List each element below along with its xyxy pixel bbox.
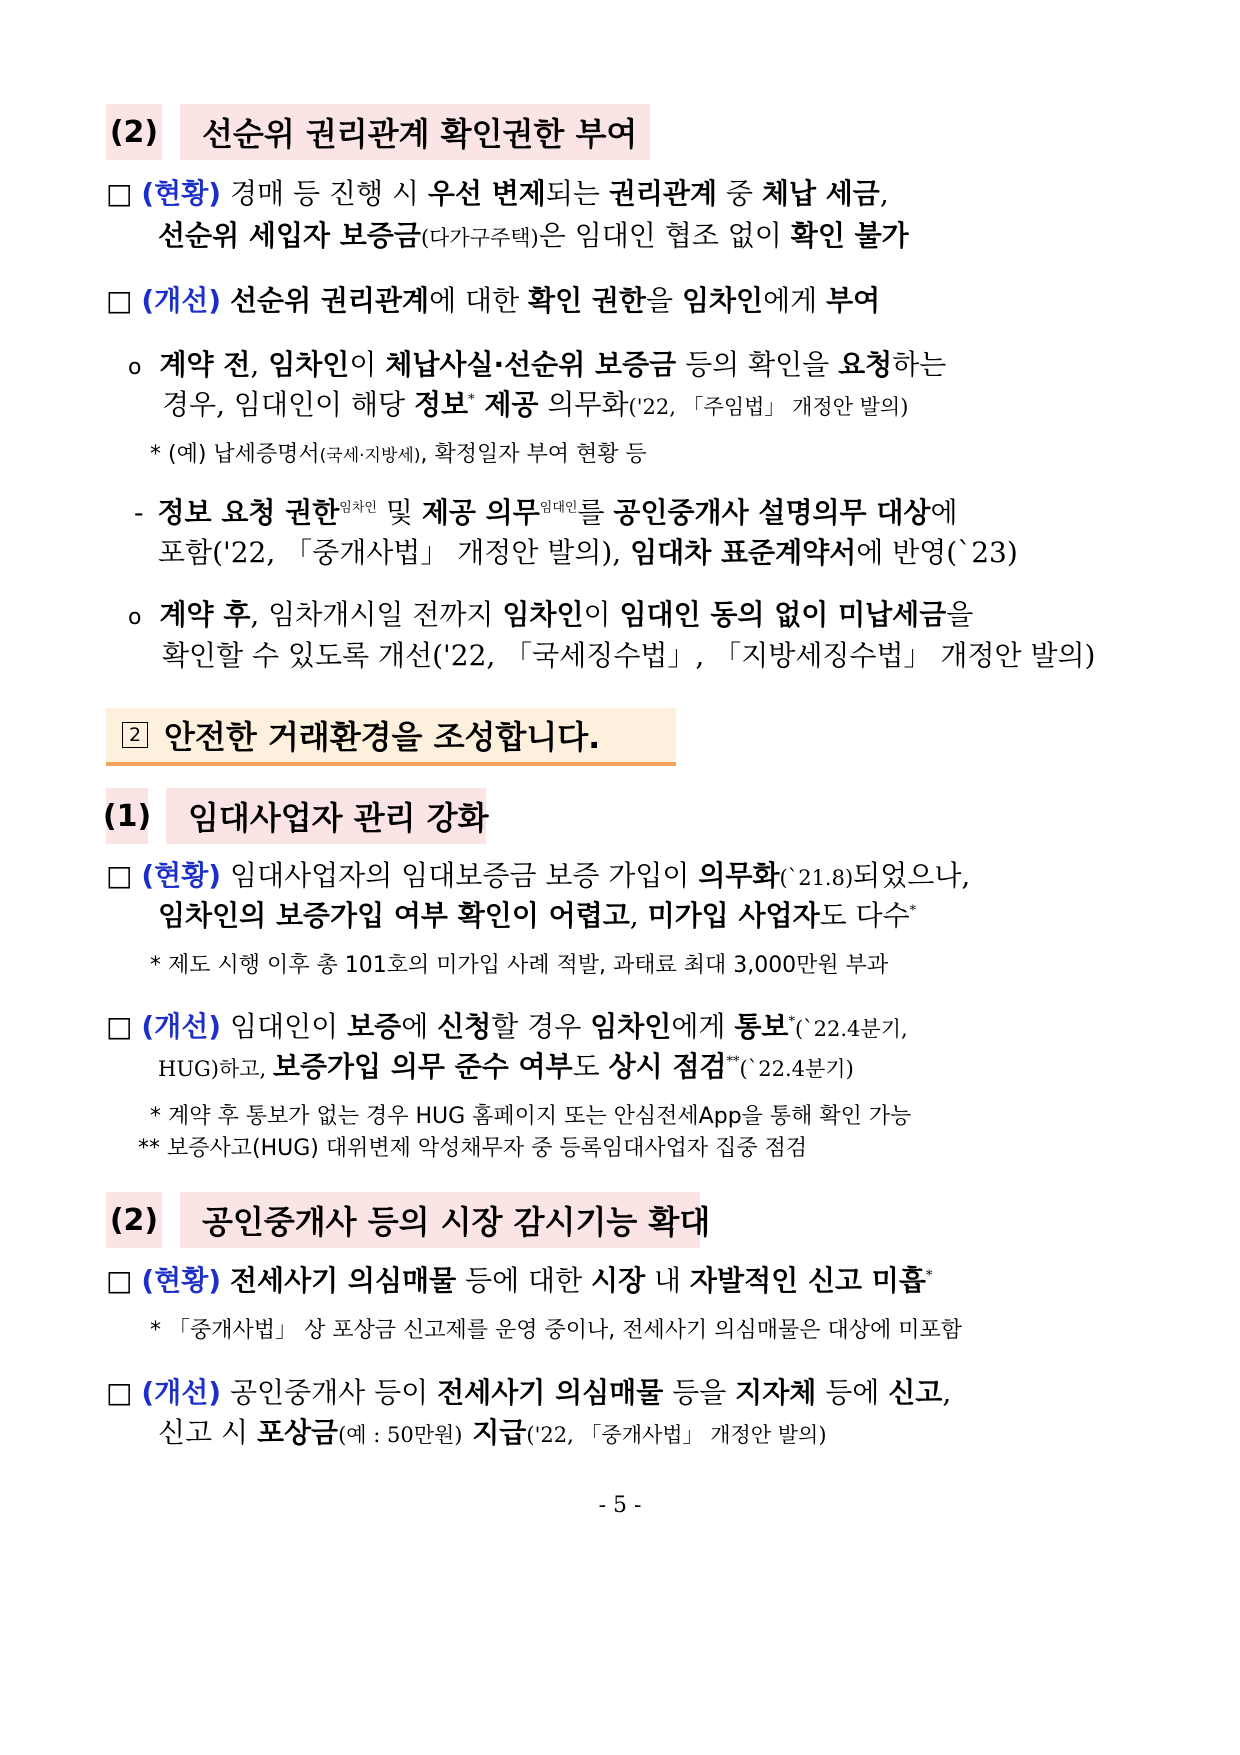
dash-item-disclosure: - 정보 요청 권한$^{임차인}$ 및 제공 의무$^{임대인}$를 공인중개사 설명의무 대상에 <box>134 496 958 529</box>
bullet-after-contract: o 계약 후, 임차개시일 전까지 임차인이 임대인 동의 없이 미납세금을 <box>128 598 974 631</box>
chapter-number-box: 2 <box>122 722 148 748</box>
improvement-paragraph-broker-line2: 신고 시 포상금(예 : 50만원) 지급('22, 「중개사법」 개정안 발의) <box>158 1416 827 1449</box>
bullet-before-contract-line2: 경우, 임대인이 해당 정보* 제공 의무화('22, 「주임법」 개정안 발의) <box>162 388 909 421</box>
section-header-broker-monitoring <box>106 1192 711 1248</box>
current-status-paragraph-broker: □ (현황) 전세사기 의심매물 등에 대한 시장 내 자발적인 신고 미흡* <box>106 1264 933 1297</box>
section-number: (2) <box>106 104 162 160</box>
chapter-title: 안전한 거래환경을 조성합니다. <box>164 718 601 756</box>
footnote-enforcement: * 제도 시행 이후 총 101호의 미가입 사례 적발, 과태료 최대 3,000만원 부과 <box>150 953 889 978</box>
section-title: 임대사업자 관리 강화 <box>166 788 486 844</box>
section-title: 선순위 권리관계 확인권한 부여 <box>180 104 650 160</box>
section-number: (2) <box>106 1192 162 1248</box>
section-number: (1) <box>106 788 148 844</box>
improvement-paragraph-rental: □ (개선) 임대인이 보증에 신청할 경우 임차인에게 통보*(`22.4분기, <box>106 1010 908 1043</box>
improvement-paragraph-broker: □ (개선) 공인중개사 등이 전세사기 의심매물 등을 지자체 등에 신고, <box>106 1376 952 1409</box>
dash-item-disclosure-line2: 포함('22, 「중개사법」 개정안 발의), 임대차 표준계약서에 반영(`23) <box>158 536 1018 569</box>
footnote-inspection: ** 보증사고(HUG) 대위변제 악성채무자 중 등록임대사업자 집중 점검 <box>138 1136 808 1161</box>
improvement-paragraph-rental-line2: HUG)하고, 보증가입 의무 준수 여부도 상시 점검**(`22.4분기) <box>158 1050 854 1083</box>
chapter-heading-safe-transaction <box>106 708 676 766</box>
bullet-before-contract: o 계약 전, 임차인이 체납사실·선순위 보증금 등의 확인을 요청하는 <box>128 348 947 381</box>
page-number: - 5 - <box>598 1493 642 1518</box>
current-status-paragraph-line2: 선순위 세입자 보증금(다가구주택)은 임대인 협조 없이 확인 불가 <box>158 219 909 252</box>
current-status-paragraph-rental: □ (현황) 임대사업자의 임대보증금 보증 가입이 의무화(`21.8)되었으나, <box>106 859 971 892</box>
current-status-paragraph-rental-line2: 임차인의 보증가입 여부 확인이 어렵고, 미가입 사업자도 다수* <box>158 899 917 932</box>
current-status-paragraph: □ (현황) 경매 등 진행 시 우선 변제되는 권리관계 중 체납 세금, <box>106 177 889 210</box>
section-title: 공인중개사 등의 시장 감시기능 확대 <box>180 1192 700 1248</box>
bullet-after-contract-line2: 확인할 수 있도록 개선('22, 「국세징수법」, 「지방세징수법」 개정안 발의) <box>162 639 1096 672</box>
footnote-reward-system: * 「중개사법」 상 포상금 신고제를 운영 중이나, 전세사기 의심매물은 대상에 미포함 <box>150 1318 962 1343</box>
improvement-paragraph: □ (개선) 선순위 권리관계에 대한 확인 권한을 임차인에게 부여 <box>106 284 881 317</box>
section-header-rental-business <box>102 788 489 844</box>
footnote-notification: * 계약 후 통보가 없는 경우 HUG 홈페이지 또는 안심전세App을 통해 확인 가능 <box>150 1104 912 1129</box>
section-header-priority-rights <box>106 104 650 160</box>
footnote-example: * (예) 납세증명서(국세·지방세), 확정일자 부여 현황 등 <box>150 442 647 467</box>
